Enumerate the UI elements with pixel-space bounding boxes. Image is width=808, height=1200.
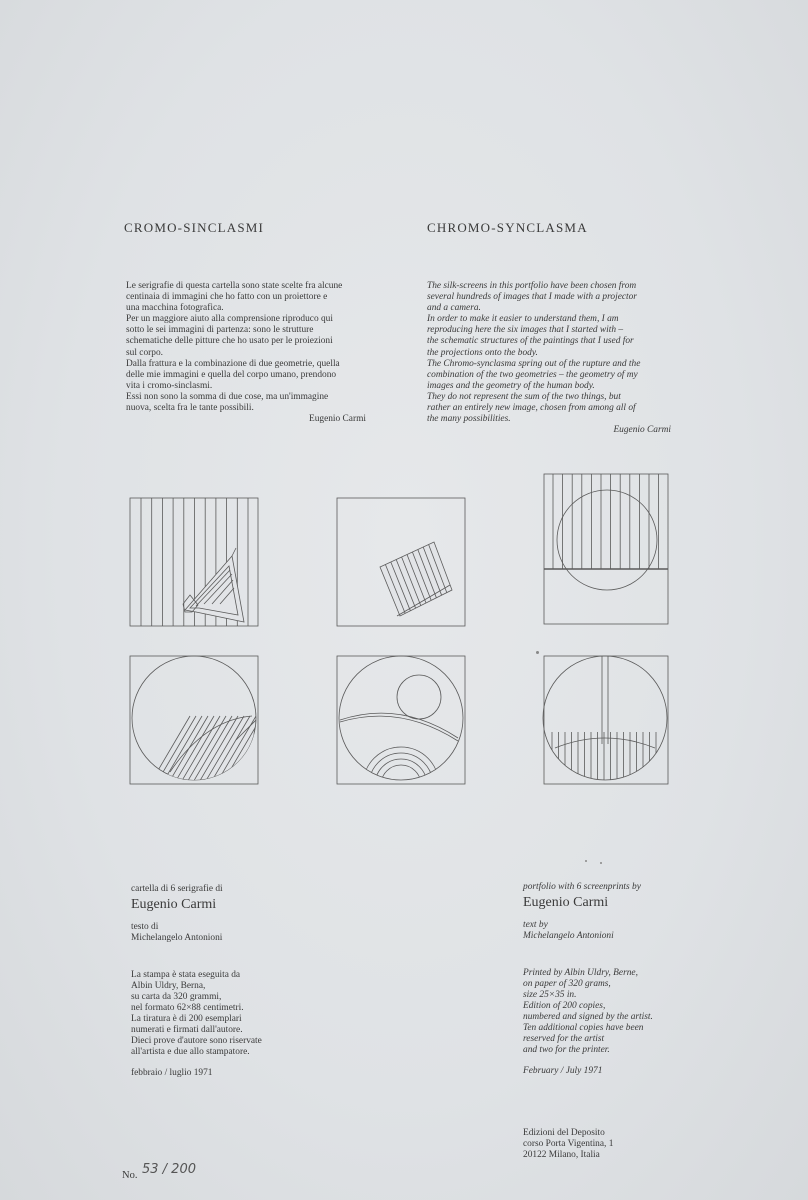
text-line: schematiche delle pitture che ho usato per le proiezioni [126, 336, 333, 347]
text-line: Dalla frattura e la combinazione di due geometrie, quella [126, 358, 340, 369]
text-line: rather an entirely new image, chosen from among all of [427, 403, 636, 414]
text-line: sotto le sei immagini di partenza: sono le strutture [126, 325, 314, 336]
paper-speck [600, 862, 602, 864]
colophon-artist: Eugenio Carmi [131, 897, 217, 912]
text-line: combination of the two geometries – the geometry of my [427, 369, 638, 380]
figure-tilted-square [337, 498, 465, 626]
figure-stripes-triangle [130, 498, 258, 626]
text-line: the schematic structures of the paintings that I used for [427, 336, 634, 347]
print-line: Printed by Albin Uldry, Berne, [523, 968, 638, 978]
text-line: nuova, scelta fra le tante possibili. [126, 403, 254, 414]
colophon-english [523, 882, 763, 1077]
text-line: The Chromo-synclasma spring out of the rupture and the [427, 358, 641, 369]
text-line: Le serigrafie di questa cartella sono state scelte fra alcune [126, 281, 343, 291]
title-english: CHROMO-SYNCLASMA [427, 220, 588, 235]
colophon-intro: portfolio with 6 screenprints by [523, 882, 641, 892]
print-line: Ten additional copies have been [523, 1023, 644, 1033]
print-line: Edition of 200 copies, [523, 1001, 606, 1011]
colophon-italian [131, 884, 391, 1079]
text-line: sul corpo. [126, 347, 163, 358]
publisher-line: corso Porta Vigentina, 1 [523, 1139, 614, 1149]
print-line: Dieci prove d'autore sono riservate [131, 1036, 262, 1046]
print-line: La tiratura è di 200 esemplari [131, 1014, 242, 1024]
print-line: reserved for the artist [523, 1034, 605, 1044]
print-line: Albin Uldry, Berna, [131, 981, 206, 991]
colophon-date: February / July 1971 [523, 1066, 603, 1076]
colophon-date: febbraio / luglio 1971 [131, 1068, 213, 1078]
colophon-text-label: testo di [131, 922, 159, 932]
text-line: the projections onto the body. [427, 347, 538, 358]
print-line: su carta da 320 grammi, [131, 992, 222, 1002]
text-line: They do not represent the sum of the two things, but [427, 391, 621, 402]
print-line: numbered and signed by the artist. [523, 1012, 653, 1022]
print-line: on paper of 320 grams, [523, 979, 611, 989]
text-line: and a camera. [427, 303, 481, 314]
paper-speck [585, 860, 587, 862]
text-line: centinaia di immagini che ho fatto con un proiettore e [126, 292, 328, 303]
print-line: size 25×35 in. [523, 990, 577, 1000]
text-line: the many possibilities. [427, 414, 511, 425]
text-line: several hundreds of images that I made with a projector [427, 292, 637, 303]
edition-label: No. [122, 1170, 138, 1181]
figure-circle-arcs [337, 656, 465, 823]
figure-circle-hatched-lens [130, 656, 304, 784]
paper-speck [536, 651, 539, 654]
text-line: una macchina fotografica. [126, 303, 224, 314]
text-line: delle mie immagini e quella del corpo umano, prendono [126, 369, 337, 380]
colophon-text-author: Michelangelo Antonioni [131, 933, 223, 943]
print-line: numerati e firmati dall'autore. [131, 1025, 243, 1035]
colophon-artist: Eugenio Carmi [523, 895, 609, 910]
colophon-text-author: Michelangelo Antonioni [523, 931, 614, 941]
title-italian: CROMO-SINCLASMI [124, 220, 265, 235]
text-line: Per un maggiore aiuto alla comprensione riproduco qui [126, 314, 333, 325]
colophon-text-label: text by [523, 920, 548, 930]
stripe-line [258, 716, 298, 784]
edition-handwritten-number: 53 / 200 [142, 1162, 196, 1177]
colophon-intro: cartella di 6 serigrafie di [131, 884, 223, 894]
stripe-line [264, 716, 304, 784]
figure-circle-stripes [544, 474, 668, 624]
print-line: La stampa è stata eseguita da [131, 970, 241, 980]
print-line: and two for the printer. [523, 1045, 610, 1055]
text-line: reproducing here the six images that I started with – [427, 325, 624, 336]
publisher-line: 20122 Milano, Italia [523, 1150, 600, 1160]
print-line: all'artista e due allo stampatore. [131, 1047, 250, 1057]
text-line: vita i cromo-sinclasmi. [126, 380, 213, 391]
text-line: images and the geometry of the human body. [427, 380, 595, 391]
signature-english: Eugenio Carmi [613, 425, 671, 436]
text-line: The silk-screens in this portfolio have been chosen from [427, 281, 637, 291]
signature-italian: Eugenio Carmi [308, 414, 366, 425]
text-line: Essi non sono la somma di due cose, ma un'immagine [126, 391, 329, 402]
figure-circle-divided [543, 656, 668, 784]
text-line: In order to make it easier to understand them, I am [427, 314, 619, 325]
publisher-address [523, 1128, 613, 1161]
print-line: nel formato 62×88 centimetri. [131, 1003, 244, 1013]
publisher-line: Edizioni del Deposito [523, 1128, 605, 1138]
